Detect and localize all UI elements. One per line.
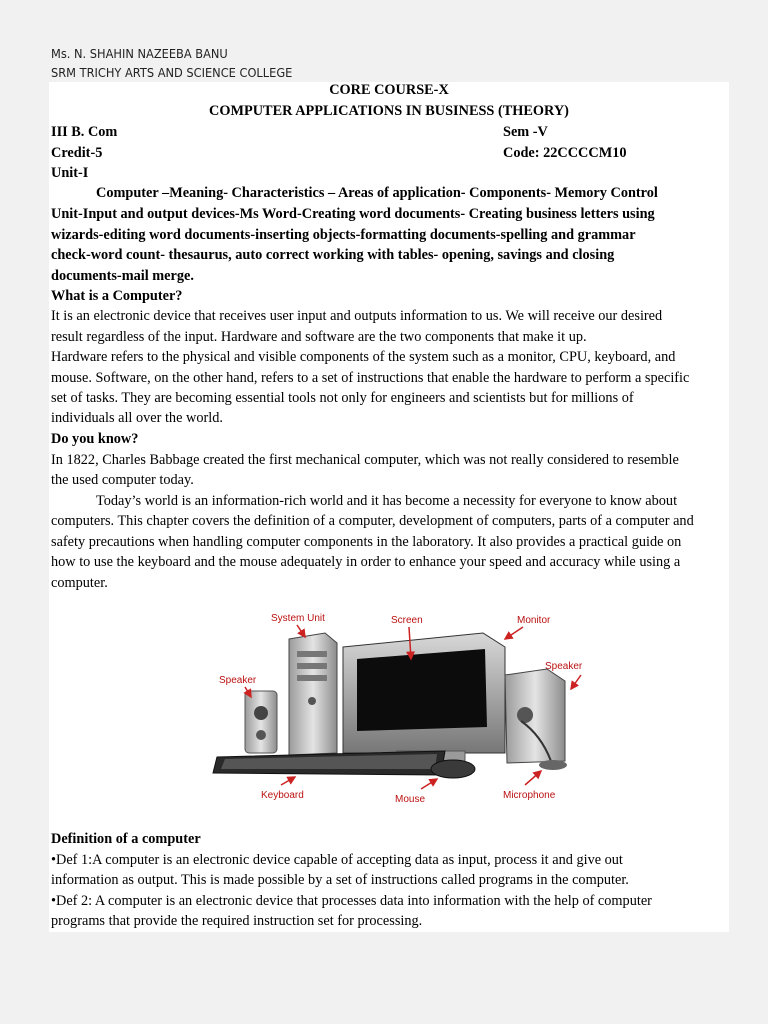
syllabus-line: documents-mail merge. — [51, 268, 194, 284]
course-subtitle: COMPUTER APPLICATIONS IN BUSINESS (THEORY) — [209, 103, 569, 119]
keyboard-icon — [213, 751, 445, 775]
left-speaker-icon — [245, 691, 277, 753]
definition-line: information as output. This is made possible by a set of instructions called programs in the computer. — [51, 872, 629, 888]
label-keyboard: Keyboard — [261, 790, 304, 801]
label-system-unit: System Unit — [271, 613, 325, 624]
paragraph-line: In 1822, Charles Babbage created the first mechanical computer, which was not really considered to resemble — [51, 452, 679, 468]
paragraph-line: Today’s world is an information-rich world and it has become a necessity for everyone to know about — [96, 493, 678, 509]
section-heading-do-you-know: Do you know? — [51, 431, 139, 447]
course-code: Code: 22CCCCM10 — [503, 145, 627, 161]
paragraph-line: computers. This chapter covers the definition of a computer, development of computers, parts of a computer and — [51, 513, 694, 529]
paragraph-line: how to use the keyboard and the mouse adequately in order to enhance your speed and accuracy while using a — [51, 554, 681, 570]
label-microphone: Microphone — [503, 790, 556, 801]
paragraph-line: result regardless of the input. Hardware and software are the two components that make it up. — [51, 329, 587, 345]
author-name: Ms. N. SHAHIN NAZEEBA BANU — [51, 47, 228, 61]
syllabus-line: check-word count- thesaurus, auto correct working with tables- opening, savings and closing — [51, 247, 615, 263]
label-monitor: Monitor — [517, 615, 551, 626]
section-heading-what-is: What is a Computer? — [51, 288, 183, 304]
unit-label: Unit-I — [51, 165, 89, 181]
college-name: SRM TRICHY ARTS AND SCIENCE COLLEGE — [51, 66, 293, 80]
paragraph-line: Hardware refers to the physical and visible components of the system such as a monitor, CPU, keyboard, and — [51, 349, 676, 365]
system-unit-icon — [289, 633, 337, 755]
computer-components-figure — [205, 603, 610, 808]
right-speaker-icon — [505, 669, 565, 763]
mouse-icon — [431, 760, 475, 778]
definition-line: •Def 1:A computer is an electronic device capable of accepting data as input, process it and give out — [51, 852, 623, 868]
credit-label: Credit-5 — [51, 145, 103, 161]
label-mouse: Mouse — [395, 794, 426, 805]
label-screen: Screen — [391, 615, 423, 626]
label-speaker-left: Speaker — [219, 675, 257, 686]
class-label: III B. Com — [51, 124, 118, 140]
paragraph-line: It is an electronic device that receives user input and outputs information to us. We will receive our desired — [51, 308, 663, 324]
syllabus-line: wizards-editing word documents-inserting objects-formatting documents-spelling and grammar — [51, 227, 636, 243]
paragraph-line: safety precautions when handling computer components in the laboratory. It also provides a practical guide on — [51, 534, 682, 550]
paragraph-line: mouse. Software, on the other hand, refers to a set of instructions that enable the hardware to perform a specific — [51, 370, 690, 386]
syllabus-line: Computer –Meaning- Characteristics – Areas of application- Components- Memory Control — [96, 185, 658, 201]
label-speaker-right: Speaker — [545, 661, 583, 672]
definition-line: •Def 2: A computer is an electronic device that processes data into information with the help of computer — [51, 893, 652, 909]
monitor-icon — [343, 633, 505, 763]
definition-line: programs that provide the required instruction set for processing. — [51, 913, 423, 929]
paragraph-line: individuals all over the world. — [51, 410, 223, 426]
paragraph-line: set of tasks. They are becoming essential tools not only for engineers and scientists but for millions of — [51, 390, 634, 406]
course-title: CORE COURSE-X — [329, 82, 449, 98]
semester-label: Sem -V — [503, 124, 548, 140]
paragraph-line: computer. — [51, 575, 108, 591]
section-heading-definition: Definition of a computer — [51, 831, 201, 847]
paragraph-line: the used computer today. — [51, 472, 194, 488]
syllabus-line: Unit-Input and output devices-Ms Word-Creating word documents- Creating business letters using — [51, 206, 655, 222]
